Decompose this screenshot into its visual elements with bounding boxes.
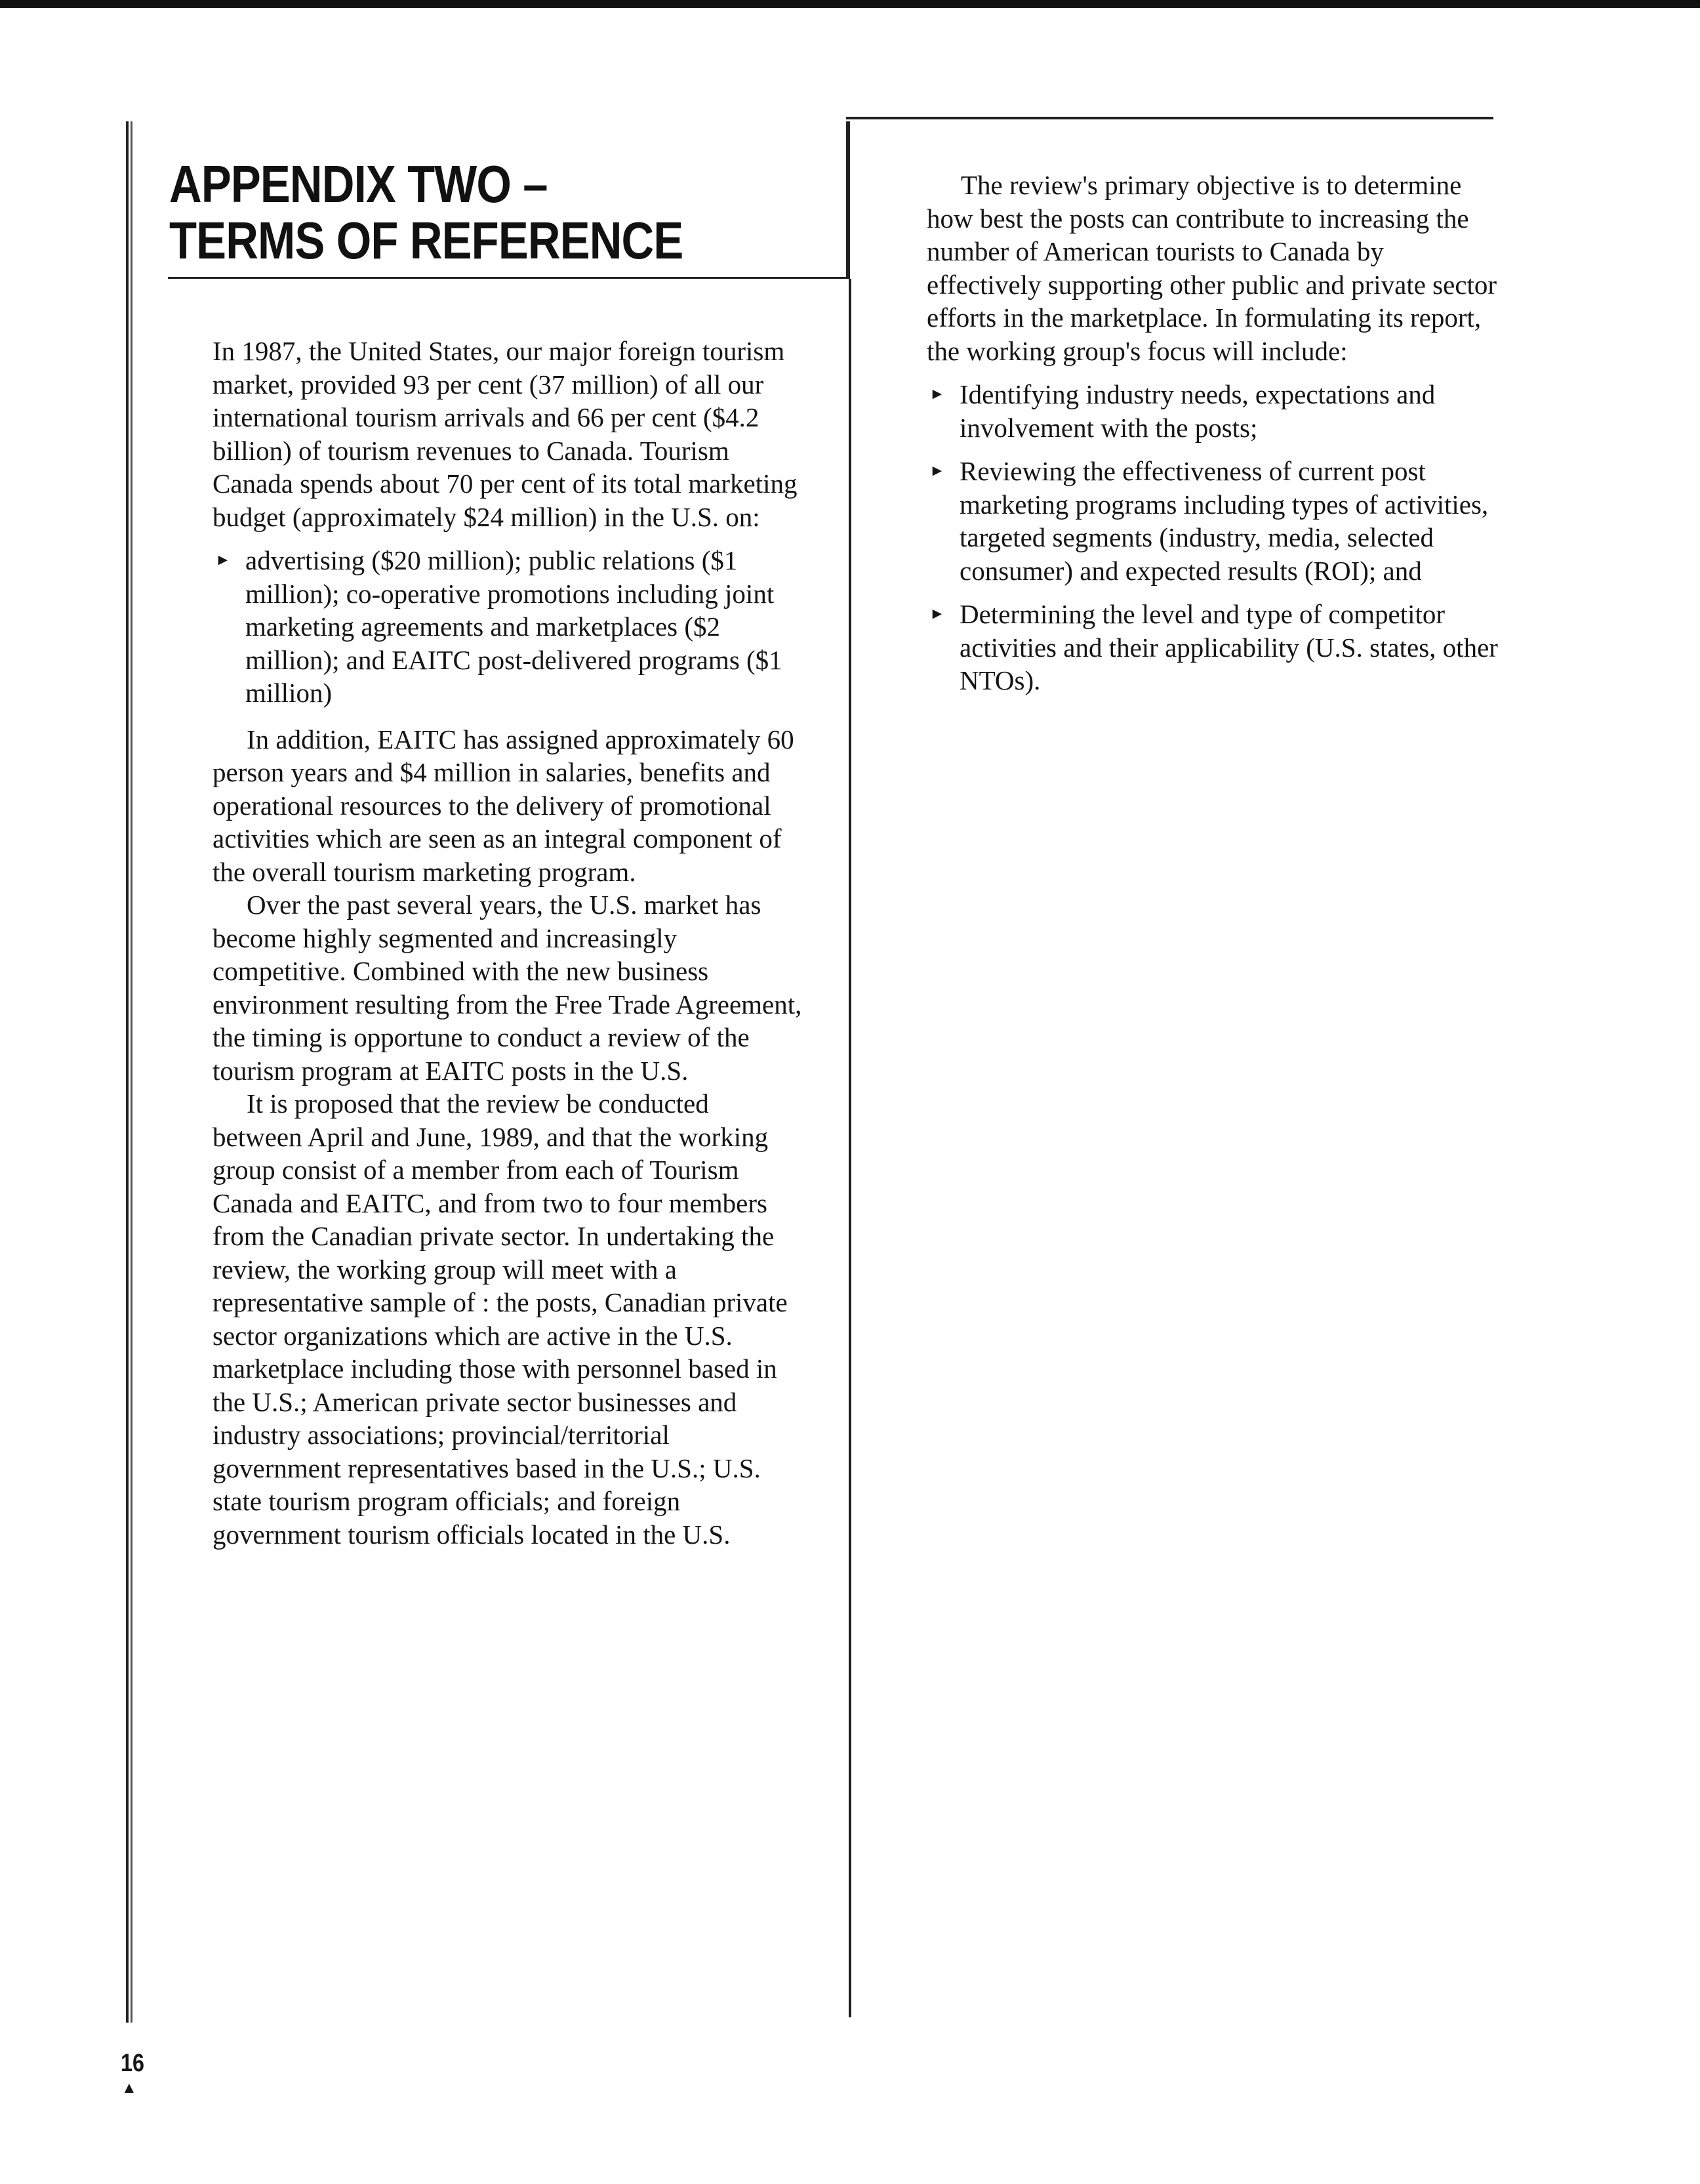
- list-item: [927, 455, 1504, 587]
- page-number: 16: [121, 2050, 144, 2077]
- list-item: [927, 598, 1504, 697]
- list-item-text: Identifying industry needs, expectations and involvement with the posts;: [960, 379, 1436, 443]
- left-margin-bar: [126, 121, 132, 2023]
- triangle-right-icon: ►: [215, 552, 231, 569]
- column-divider: [849, 279, 851, 2017]
- intro-paragraph: In 1987, the United States, our major foreign tourism market, provided 93 per cent (37 million) of all our international tourism arrivals and 66 per cent ($4.2 billion) of tourism revenues to Canada. Tourism Canada spends about 70 per cent of its total marketing budget (approximately $24 million) in the U.S. on:: [212, 336, 798, 532]
- list-item-text: advertising ($20 million); public relations ($1 million); co-operative promotions including joint marketing agreements and marketplaces ($2 million); and EAITC post-delivered programs ($1 million): [245, 545, 782, 708]
- top-rule: [846, 117, 1493, 119]
- title-underline: [168, 277, 846, 279]
- page-title: [169, 156, 683, 269]
- page-title-line-1: APPENDIX TWO –: [169, 155, 548, 213]
- left-column: [212, 335, 803, 1551]
- body-paragraph: It is proposed that the review be conducted between April and June, 1989, and that the working group consist of a member from each of Tourism Canada and EAITC, and from two to four members from the Canadian private sector. In undertaking the review, the working group will meet with a representative sample of : the posts, Canadian private sector organizations which are active in the U.S. marketplace including those with personnel based in the U.S.; American private sector businesses and industry associations; provincial/territorial government representatives based in the U.S.; U.S. state tourism program officials; and foreign government tourism officials located in the U.S.: [212, 1088, 788, 1550]
- budget-bullet-list: [212, 544, 803, 710]
- body-paragraph: Over the past several years, the U.S. market has become highly segmented and increasingly competitive. Combined with the new business environment resulting from the Free Trade Agreement, the timing is opportune to conduct a review of the tourism program at EAITC posts in the U.S.: [212, 890, 802, 1086]
- title-box-right-border: [846, 121, 850, 279]
- list-item-text: Determining the level and type of competitor activities and their applicability (U.S. states, other NTOs).: [960, 599, 1498, 695]
- triangle-up-icon: ▲: [121, 2080, 137, 2097]
- objective-paragraph: The review's primary objective is to determine how best the posts can contribute to increasing the number of American tourists to Canada by effectively supporting other public and private sector efforts in the marketplace. In formulating its report, the working group's focus will include:: [927, 170, 1497, 366]
- right-column: [927, 169, 1504, 697]
- scan-top-edge: [0, 0, 1700, 8]
- triangle-right-icon: ►: [929, 386, 945, 403]
- triangle-right-icon: ►: [929, 463, 945, 480]
- triangle-right-icon: ►: [929, 606, 945, 623]
- focus-bullet-list: [927, 378, 1504, 697]
- body-paragraph: In addition, EAITC has assigned approximately 60 person years and $4 million in salaries, benefits and operational resources to the delivery of promotional activities which are seen as an integral component of the overall tourism marketing program.: [212, 724, 794, 887]
- list-item-text: Reviewing the effectiveness of current post marketing programs including types of activities, targeted segments (industry, media, selected consumer) and expected results (ROI); and: [960, 456, 1489, 586]
- page-title-line-2: TERMS OF REFERENCE: [169, 211, 683, 270]
- list-item: [212, 544, 803, 710]
- list-item: [927, 378, 1504, 444]
